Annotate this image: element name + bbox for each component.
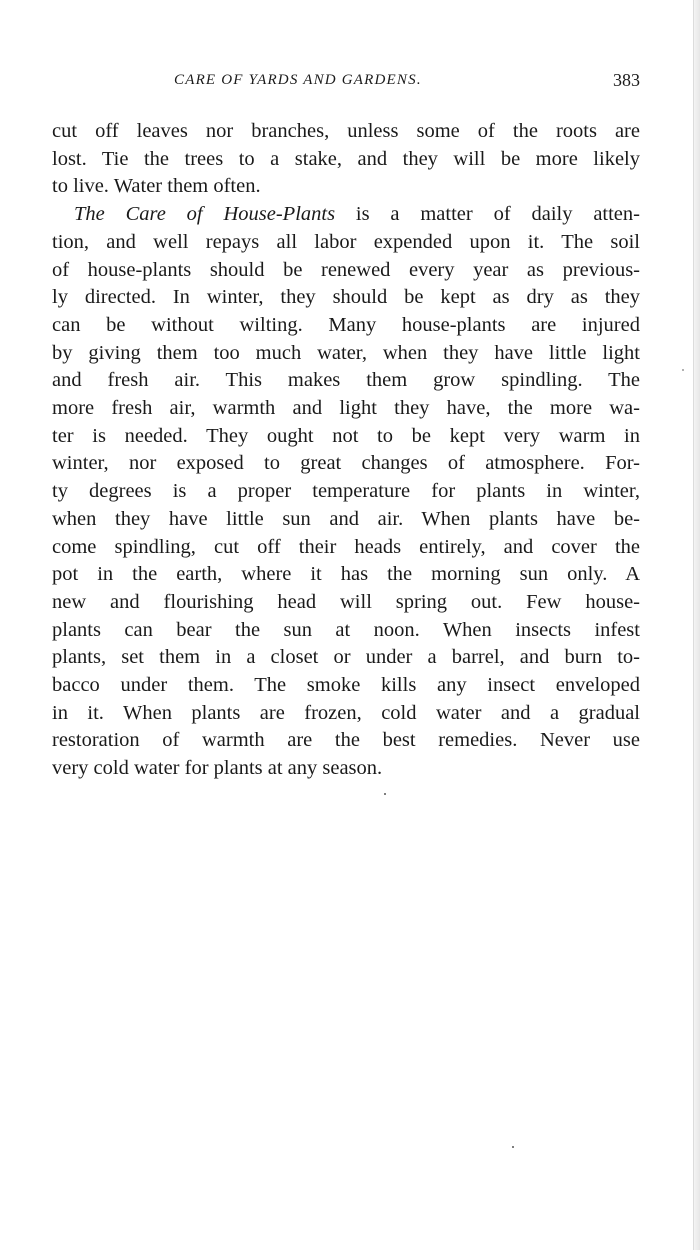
text-line: plants, set them in a closet or under a barrel, and burn to-	[52, 646, 640, 669]
text-line: can be without wilting. Many house-plants are injured	[52, 313, 640, 336]
page-body	[52, 118, 640, 783]
ink-speck	[512, 1146, 514, 1148]
text-line: restoration of warmth are the best remedies. Never use	[52, 729, 640, 752]
text-line: cut off leaves nor branches, unless some of the roots are	[52, 120, 640, 142]
text-line	[52, 201, 640, 229]
running-head: CARE OF YARDS AND GARDENS.	[174, 72, 422, 88]
text-line: by giving them too much water, when they have little light	[52, 341, 640, 364]
text-line: bacco under them. The smoke kills any insect enveloped	[52, 674, 640, 697]
page-edge	[693, 0, 700, 1250]
text-line: come spindling, cut off their heads entirely, and cover the	[52, 535, 640, 558]
text-line: winter, nor exposed to great changes of atmosphere. For-	[52, 452, 640, 475]
text-line-rest: is a matter of daily atten-	[335, 203, 640, 226]
text-line: to live. Water them often.	[52, 175, 261, 198]
ink-speck	[384, 793, 386, 795]
text-line: more fresh air, warmth and light they have, the more wa-	[52, 397, 640, 420]
page-number: 383	[613, 70, 640, 90]
text-line: when they have little sun and air. When plants have be-	[52, 507, 640, 530]
paragraph	[52, 201, 640, 783]
text-line: very cold water for plants at any season.	[52, 757, 383, 780]
ink-speck	[682, 369, 684, 371]
text-line: tion, and well repays all labor expended upon it. The soil	[52, 230, 640, 253]
text-line: ter is needed. They ought not to be kept very warm in	[52, 424, 640, 447]
page-header	[52, 70, 640, 94]
text-line: ty degrees is a proper temperature for plants in winter,	[52, 480, 640, 503]
text-line: and fresh air. This makes them grow spindling. The	[52, 369, 640, 392]
paragraph	[52, 118, 640, 201]
text-line: lost. Tie the trees to a stake, and they will be more likely	[52, 147, 640, 170]
text-line: of house-plants should be renewed every year as previous-	[52, 258, 640, 281]
text-line: ly directed. In winter, they should be kept as dry as they	[52, 286, 640, 309]
paragraph-lead-in: The Care of House-Plants	[74, 203, 336, 226]
text-line: plants can bear the sun at noon. When insects infest	[52, 618, 640, 641]
text-line: pot in the earth, where it has the morning sun only. A	[52, 563, 640, 586]
text-line: in it. When plants are frozen, cold water and a gradual	[52, 701, 640, 724]
text-line: new and flourishing head will spring out. Few house-	[52, 590, 640, 613]
